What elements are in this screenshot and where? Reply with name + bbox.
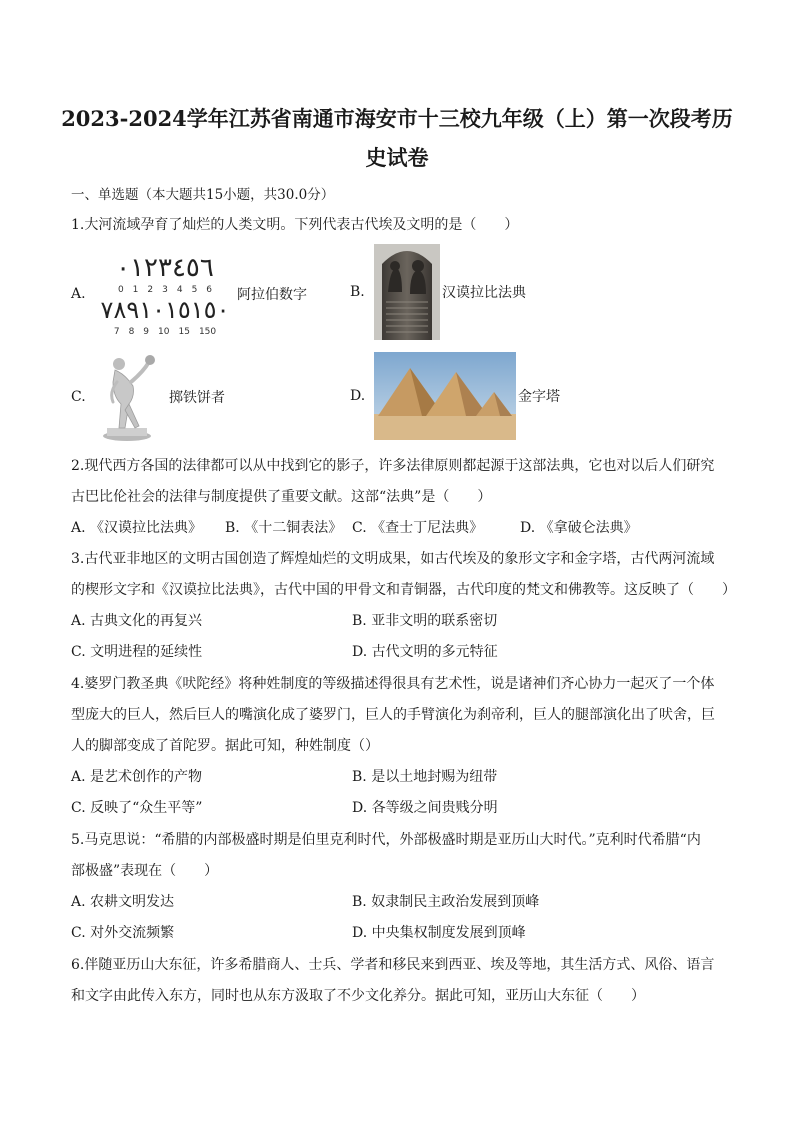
option-text: 汉谟拉比法典 [442, 285, 526, 301]
question-5-option-c[interactable]: C. 对外交流频繁 [71, 925, 175, 941]
question-5-option-d[interactable]: D. 中央集权制度发展到顶峰 [352, 925, 526, 941]
question-2-option-b[interactable]: B. 《十二铜表法》 [225, 520, 343, 536]
question-6-stem-line-1: 6.伴随亚历山大东征，许多希腊商人、士兵、学者和移民来到西亚、埃及等地，其生活方式、风俗、语言 [71, 957, 715, 973]
question-2-option-c[interactable]: C. 《查士丁尼法典》 [352, 520, 484, 536]
question-5-option-a[interactable]: A. 农耕文明发达 [71, 894, 175, 910]
section-heading: 一、单选题（本大题共15小题，共30.0分） [71, 187, 335, 203]
question-1-option-c[interactable] [71, 352, 225, 442]
option-label: C. [71, 389, 86, 405]
exam-title-line-2: 史试卷 [365, 145, 429, 170]
question-2-option-d[interactable]: D. 《拿破仑法典》 [520, 520, 638, 536]
question-1-option-a[interactable] [71, 250, 307, 338]
question-6-stem-line-2: 和文字由此传入东方，同时也从东方汲取了不少文化养分。据此可知，亚历山大东征（ ） [71, 988, 645, 1004]
exam-title-line-1: 2023-2024学年江苏省南通市海安市十三校九年级（上）第一次段考历 [61, 106, 733, 131]
question-4-option-c[interactable]: C. 反映了“众生平等” [71, 800, 203, 816]
question-1-option-d[interactable] [350, 352, 560, 440]
question-4-stem-line-1: 4.婆罗门教圣典《吠陀经》将种姓制度的等级描述得很具有艺术性，说是诸神们齐心协力一起灭了一个体 [71, 676, 715, 692]
question-3-option-a[interactable]: A. 古典文化的再复兴 [71, 613, 203, 629]
question-4-stem-line-2: 型庞大的巨人，然后巨人的嘴演化成了婆罗门，巨人的手臂演化为刹帝利，巨人的腿部演化出了吠舍，巨 [71, 707, 715, 723]
question-4-option-b[interactable]: B. 是以土地封赐为纽带 [352, 769, 498, 785]
option-text: 掷铁饼者 [169, 390, 225, 406]
arabic-numerals-image [95, 250, 235, 338]
question-3-option-d[interactable]: D. 古代文明的多元特征 [352, 644, 498, 660]
numerals-row-2-values: 7 8 9 10 15 150 [113, 327, 217, 337]
question-4-option-a[interactable]: A. 是艺术创作的产物 [71, 769, 203, 785]
option-label: D. [350, 388, 366, 404]
question-3-option-b[interactable]: B. 亚非文明的联系密切 [352, 613, 498, 629]
option-text: 金字塔 [518, 389, 560, 405]
option-label: B. [350, 284, 365, 300]
question-2-option-a[interactable]: A. 《汉谟拉比法典》 [71, 520, 203, 536]
option-text: 阿拉伯数字 [237, 287, 307, 303]
question-3-option-c[interactable]: C. 文明进程的延续性 [71, 644, 203, 660]
question-2-stem-line-2: 古巴比伦社会的法律与制度提供了重要文献。这部“法典”是（ ） [71, 489, 492, 505]
question-5-stem-line-1: 5.马克思说：“希腊的内部极盛时期是伯里克利时代，外部极盛时期是亚历山大时代。”克利时代希腊“内 [71, 832, 701, 848]
question-4-stem-line-3: 人的脚部变成了首陀罗。据此可知，种姓制度（） [71, 738, 379, 754]
question-1-option-b[interactable] [350, 244, 526, 340]
question-3-stem-line-2: 的楔形文字和《汉谟拉比法典》，古代中国的甲骨文和青铜器，古代印度的梵文和佛教等。这反映了（ ） [71, 582, 736, 598]
pyramids-image [374, 352, 516, 440]
question-4-option-d[interactable]: D. 各等级之间贵贱分明 [352, 800, 498, 816]
question-3-stem-line-1: 3.古代亚非地区的文明古国创造了辉煌灿烂的文明成果，如古代埃及的象形文字和金字塔，古代两河流域 [71, 551, 715, 567]
option-label: A. [71, 286, 86, 302]
question-5-option-b[interactable]: B. 奴隶制民主政治发展到顶峰 [352, 894, 540, 910]
numerals-row-1-values: 0 1 2 3 4 5 6 [117, 285, 213, 295]
hammurabi-stele-image [374, 244, 440, 340]
numerals-row-2: ٧٨٩١٠١٥١٥٠ [100, 296, 230, 324]
question-2-stem-line-1: 2.现代西方各国的法律都可以从中找到它的影子，许多法律原则都起源于这部法典，它也对以后人们研究 [71, 458, 715, 474]
numerals-row-1: ٠١٢٣٤٥٦ [116, 253, 214, 283]
discus-thrower-image [95, 352, 159, 442]
question-1-stem: 1.大河流域孕育了灿烂的人类文明。下列代表古代埃及文明的是（ ） [71, 217, 519, 233]
question-5-stem-line-2: 部极盛”表现在（ ） [71, 863, 219, 879]
